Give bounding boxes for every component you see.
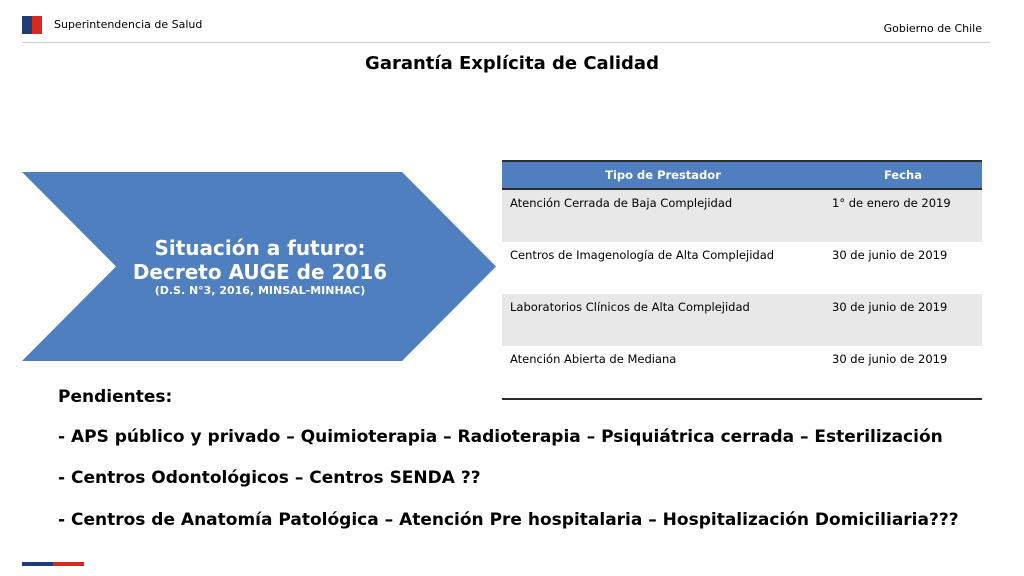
chevron-text [90, 236, 430, 298]
organization-name: Superintendencia de Salud [54, 18, 203, 31]
chevron-line-2: Decreto AUGE de 2016 [132, 260, 388, 284]
footer-bar-blue [22, 562, 53, 566]
cell-fecha: 30 de junio de 2019 [832, 248, 948, 262]
footer-bar-red [53, 562, 84, 566]
providers-table [502, 160, 982, 400]
chevron-line-1: Situación a futuro: [154, 236, 366, 260]
cell-tipo: Atención Abierta de Mediana [502, 346, 824, 399]
pending-item: - APS público y privado – Quimioterapia – Radioterapia – Psiquiátrica cerrada – Esterilización [58, 427, 943, 447]
table-row [502, 346, 982, 399]
cell-tipo: Laboratorios Clínicos de Alta Complejidad [502, 294, 824, 346]
pending-title: Pendientes: [58, 387, 173, 407]
slide-title: Garantía Explícita de Calidad [365, 53, 659, 74]
pending-item: - Centros de Anatomía Patológica – Atención Pre hospitalaria – Hospitalización Domiciliaria??? [58, 510, 959, 530]
header-divider [22, 42, 990, 43]
cell-tipo: Atención Cerrada de Baja Complejidad [502, 189, 824, 242]
header-tipo-prestador: Tipo de Prestador [502, 161, 824, 189]
government-name: Gobierno de Chile [883, 22, 982, 35]
flag-logo-blue [22, 16, 32, 34]
cell-fecha: 30 de junio de 2019 [824, 346, 982, 399]
flag-logo-red [32, 16, 42, 34]
header-fecha: Fecha [824, 161, 982, 189]
pending-item: - Centros Odontológicos – Centros SENDA ?? [58, 468, 481, 488]
table-row [502, 242, 982, 294]
cell-tipo: Centros de Imagenología de Alta Complejidad [510, 248, 775, 262]
chevron-line-3: (D.S. N°3, 2016, MINSAL-MINHAC) [154, 284, 366, 297]
table-header-row [502, 161, 982, 189]
cell-fecha: 30 de junio de 2019 [824, 294, 982, 346]
table-row [502, 294, 982, 346]
table-row [502, 189, 982, 242]
cell-fecha: 1° de enero de 2019 [824, 189, 982, 242]
